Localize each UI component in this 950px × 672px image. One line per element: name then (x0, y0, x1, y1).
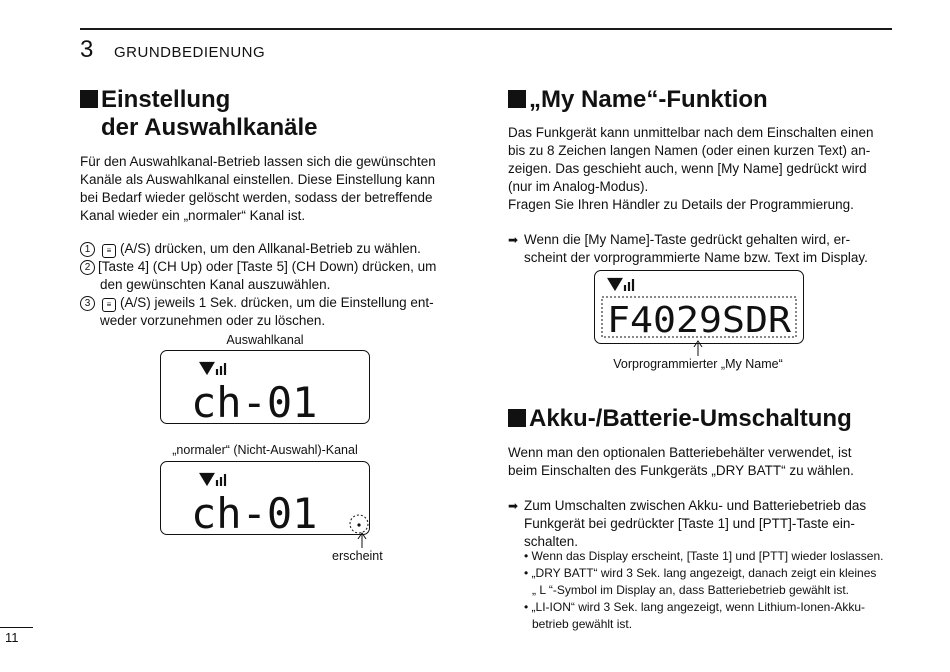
lcd-text: ch-01 (191, 378, 318, 423)
lcd-segments (595, 271, 803, 343)
step-2: 2 [Taste 4] (CH Up) oder [Taste 5] (CH Down) drücken, um den gewünschten Kanal auszuwählen. (80, 258, 470, 294)
as-key-icon: ≡ (102, 298, 116, 312)
lcd-display-myname (594, 270, 804, 344)
lcd-display-auswahlkanal (160, 350, 370, 424)
square-bullet-icon (508, 409, 526, 427)
arrow-bullet-icon: ➡ (508, 233, 519, 247)
square-bullet-icon (80, 90, 98, 108)
section-heading-akku: Akku-/Batterie-Umschaltung (508, 405, 852, 433)
note-item: betrieb gewählt ist. (532, 617, 633, 631)
note-item: • Wenn das Display erscheint, [Taste 1] und [PTT] wieder loslassen. (524, 549, 884, 563)
note-item: „ L “-Symbol im Display an, dass Batteriebetrieb gewählt ist. (532, 583, 850, 597)
footer-rule (0, 627, 33, 628)
step-1: 1 ≡ (A/S) drücken, um den Allkanal-Betrieb zu wählen. (80, 240, 470, 258)
akku-intro: Wenn man den optionalen Batteriebehälter verwendet, ist beim Einschalten des Funkgeräts „DRY BATT“ zu wählen. (508, 445, 854, 478)
display1-caption: Auswahlkanal (226, 333, 304, 347)
akku-bullet: ➡ Zum Umschalten zwischen Akku- und Batteriebetrieb das Funkgerät bei gedrückter [Taste 1] und [PTT]-Taste ein- schalten. (508, 498, 867, 549)
lcd-text: F4029SDR (607, 300, 792, 341)
lcd-text: ch-01 (191, 489, 318, 534)
myname-intro: Das Funkgerät kann unmittelbar nach dem Einschalten einen bis zu 8 Zeichen langen Namen (oder einen kurzen Text) an- zeigen. Das geschieht auch, wenn [My Name] gedrückt wird (nur im Analog-Modus). Fragen Sie Ihren Händler zu Details der Programmierung. (508, 125, 874, 212)
lcd-segments (161, 351, 369, 423)
arrow-bullet-icon: ➡ (508, 499, 519, 513)
chapter-number: 3 (80, 36, 94, 63)
square-bullet-icon (508, 90, 526, 108)
display2-caption: „normaler“ (Nicht-Auswahl)-Kanal (172, 443, 358, 457)
chapter-title: GRUNDBEDIENUNG (114, 44, 266, 61)
myname-caption: Vorprogrammierter „My Name“ (613, 357, 783, 371)
callout-erscheint: erscheint (332, 549, 383, 563)
signal-strength-icon (201, 474, 225, 486)
myname-bullet: ➡ Wenn die [My Name]-Taste gedrückt gehalten wird, er- scheint der vorprogrammierte Name bzw. Text im Display. (508, 232, 868, 265)
steps-list (80, 240, 470, 330)
auswahl-intro: Für den Auswahlkanal-Betrieb lassen sich die gewünschten Kanäle als Auswahlkanal einstellen. Diese Einstellung kann bei Bedarf wieder gelöscht werden, sodass der betreffende Kanal wieder ein „normaler“ Kanal ist. (80, 154, 436, 223)
as-key-icon: ≡ (102, 244, 116, 258)
signal-strength-icon (201, 363, 225, 375)
section-heading-auswahl: Einstellung der Auswahlkanäle (80, 86, 318, 142)
signal-strength-icon (609, 279, 633, 291)
step-3: 3 ≡ (A/S) jeweils 1 Sek. drücken, um die Einstellung ent- weder vorzunehmen oder zu löschen. (80, 294, 470, 330)
section-heading-myname: „My Name“-Funktion (508, 86, 768, 114)
header-rule (80, 28, 892, 30)
note-item: • „DRY BATT“ wird 3 Sek. lang angezeigt, danach zeigt ein kleines (524, 566, 877, 580)
callout-arrow-icon (352, 532, 372, 550)
callout-arrow-icon (688, 340, 708, 358)
page-number: 11 (5, 630, 19, 645)
lcd-segments (161, 462, 369, 534)
note-item: • „LI-ION“ wird 3 Sek. lang angezeigt, wenn Lithium-Ionen-Akku- (524, 600, 866, 614)
akku-notes (524, 548, 896, 633)
lcd-display-normal (160, 461, 370, 535)
dot-indicator (357, 523, 360, 526)
